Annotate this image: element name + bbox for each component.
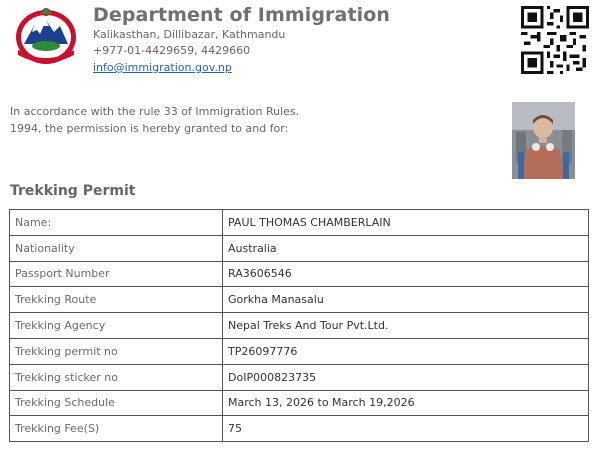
holder-photo: [512, 102, 575, 179]
intro-text: [10, 103, 450, 137]
table-row: [10, 416, 589, 442]
row-label: Trekking Agency: [10, 313, 223, 339]
row-value: 75: [223, 416, 589, 442]
table-row: [10, 287, 589, 313]
row-label: Trekking sticker no: [10, 364, 223, 390]
row-value: DoIP000823735: [223, 364, 589, 390]
table-row: [10, 364, 589, 390]
department-email-link[interactable]: info@immigration.gov.np: [93, 61, 232, 74]
intro-line-2: 1994, the permission is hereby granted to and for:: [10, 122, 289, 135]
table-row: [10, 261, 589, 287]
row-value: RA3606546: [223, 261, 589, 287]
row-value: Nepal Treks And Tour Pvt.Ltd.: [223, 313, 589, 339]
section-title: Trekking Permit: [10, 183, 136, 199]
row-value: TP26097776: [223, 338, 589, 364]
row-value: Gorkha Manasalu: [223, 287, 589, 313]
nepal-emblem-icon: [10, 4, 82, 68]
row-label: Trekking Route: [10, 287, 223, 313]
table-row: [10, 235, 589, 261]
row-label: Trekking Schedule: [10, 390, 223, 416]
qr-code-icon: [521, 6, 589, 74]
row-label: Name:: [10, 210, 223, 236]
table-row: [10, 210, 589, 236]
table-row: [10, 390, 589, 416]
table-row: [10, 313, 589, 339]
row-label: Passport Number: [10, 261, 223, 287]
header-block: [93, 3, 390, 77]
row-value: March 13, 2026 to March 19,2026: [223, 390, 589, 416]
permit-details-table: [9, 209, 589, 442]
row-value: Australia: [223, 235, 589, 261]
intro-line-1: In accordance with the rule 33 of Immigration Rules.: [10, 105, 300, 118]
row-label: Trekking permit no: [10, 338, 223, 364]
table-row: [10, 338, 589, 364]
row-label: Nationality: [10, 235, 223, 261]
department-address: Kalikasthan, Dillibazar, Kathmandu: [93, 28, 286, 41]
row-value: PAUL THOMAS CHAMBERLAIN: [223, 210, 589, 236]
row-label: Trekking Fee(S): [10, 416, 223, 442]
department-phone: +977-01-4429659, 4429660: [93, 44, 251, 57]
department-title: Department of Immigration: [93, 4, 391, 26]
